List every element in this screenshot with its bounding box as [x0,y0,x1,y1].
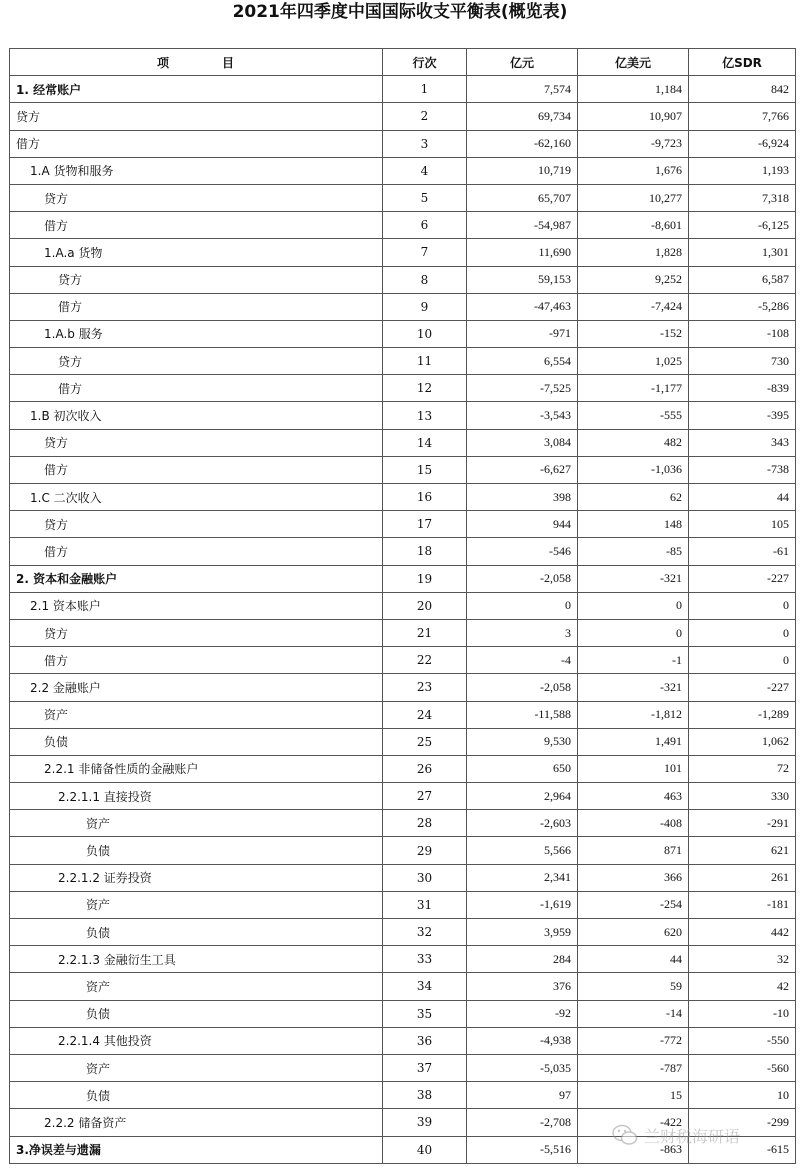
row-value-cny: 3,959 [467,919,578,946]
row-value-usd: 62 [578,484,689,511]
table-row [10,973,796,1000]
table-row [10,1000,796,1027]
row-label: 1.B 初次收入 [10,402,383,429]
row-value-cny: -5,035 [467,1054,578,1081]
row-label: 1.A 货物和服务 [10,157,383,184]
row-value-usd: -555 [578,402,689,429]
row-label: 1.A.b 服务 [10,320,383,347]
row-value-sdr: 442 [689,919,796,946]
row-line-number: 33 [383,946,467,973]
row-line-number: 15 [383,456,467,483]
row-value-sdr: -1,289 [689,701,796,728]
table-row [10,538,796,565]
row-label: 1. 经常账户 [10,76,383,103]
row-value-usd: -1,812 [578,701,689,728]
row-value-sdr: 0 [689,647,796,674]
row-value-sdr: 330 [689,783,796,810]
row-value-sdr: 42 [689,973,796,1000]
row-label: 2.2.1.2 证券投资 [10,864,383,891]
table-row [10,429,796,456]
row-value-cny: -47,463 [467,293,578,320]
row-value-sdr: 32 [689,946,796,973]
row-value-sdr: 72 [689,755,796,782]
table-row [10,402,796,429]
row-value-sdr: -6,924 [689,130,796,157]
balance-of-payments-table [9,48,796,1164]
row-value-sdr: 7,318 [689,184,796,211]
row-value-usd: -14 [578,1000,689,1027]
row-value-usd: -85 [578,538,689,565]
table-row [10,565,796,592]
row-value-sdr: -839 [689,375,796,402]
row-value-sdr: 343 [689,429,796,456]
row-value-cny: 7,574 [467,76,578,103]
row-value-sdr: -181 [689,891,796,918]
row-label: 2.2.1 非储备性质的金融账户 [10,755,383,782]
row-value-sdr: -61 [689,538,796,565]
row-value-usd: -1,177 [578,375,689,402]
row-line-number: 24 [383,701,467,728]
row-value-cny: 2,964 [467,783,578,810]
row-label: 2.2.2 储备资产 [10,1109,383,1136]
row-label: 2.1 资本账户 [10,592,383,619]
row-value-cny: -2,058 [467,565,578,592]
row-label: 贷方 [10,511,383,538]
row-value-sdr: -550 [689,1027,796,1054]
row-label: 借方 [10,293,383,320]
row-value-cny: -54,987 [467,212,578,239]
row-value-usd: -772 [578,1027,689,1054]
table-row [10,456,796,483]
table-row [10,864,796,891]
row-line-number: 6 [383,212,467,239]
row-line-number: 12 [383,375,467,402]
row-value-usd: -422 [578,1109,689,1136]
row-line-number: 18 [383,538,467,565]
row-value-usd: 15 [578,1082,689,1109]
row-value-cny: -2,058 [467,674,578,701]
row-label: 贷方 [10,266,383,293]
row-value-cny: -4 [467,647,578,674]
row-value-cny: -6,627 [467,456,578,483]
table-row [10,728,796,755]
row-value-usd: 44 [578,946,689,973]
row-value-cny: -3,543 [467,402,578,429]
table-row [10,320,796,347]
row-value-usd: 1,491 [578,728,689,755]
row-value-sdr: -108 [689,320,796,347]
row-value-sdr: -560 [689,1054,796,1081]
table-row [10,293,796,320]
row-line-number: 1 [383,76,467,103]
row-value-usd: 1,025 [578,348,689,375]
row-value-sdr: -395 [689,402,796,429]
row-value-sdr: -738 [689,456,796,483]
row-value-usd: -8,601 [578,212,689,239]
table-row [10,1027,796,1054]
row-label: 2.2.1.4 其他投资 [10,1027,383,1054]
table-row [10,891,796,918]
row-label: 资产 [10,891,383,918]
row-line-number: 17 [383,511,467,538]
column-header-item: 项 目 [10,49,383,76]
table-row [10,810,796,837]
column-header-usd: 亿美元 [578,49,689,76]
row-value-usd: 620 [578,919,689,946]
row-value-cny: 6,554 [467,348,578,375]
row-value-cny: 10,719 [467,157,578,184]
table-row [10,266,796,293]
row-value-usd: -254 [578,891,689,918]
row-line-number: 8 [383,266,467,293]
table-row [10,946,796,973]
table-row [10,348,796,375]
row-line-number: 2 [383,103,467,130]
row-value-cny: 69,734 [467,103,578,130]
row-value-cny: 5,566 [467,837,578,864]
row-value-sdr: 7,766 [689,103,796,130]
row-value-usd: 10,277 [578,184,689,211]
row-value-cny: -546 [467,538,578,565]
row-line-number: 20 [383,592,467,619]
table-row [10,103,796,130]
table-row [10,130,796,157]
row-value-usd: 101 [578,755,689,782]
table-row [10,76,796,103]
row-value-cny: 398 [467,484,578,511]
row-value-sdr: -227 [689,565,796,592]
row-line-number: 37 [383,1054,467,1081]
row-line-number: 30 [383,864,467,891]
row-line-number: 40 [383,1136,467,1163]
row-value-usd: 148 [578,511,689,538]
row-value-usd: -321 [578,565,689,592]
row-value-sdr: -227 [689,674,796,701]
column-header-cny: 亿元 [467,49,578,76]
table-row [10,1054,796,1081]
table-row [10,511,796,538]
row-line-number: 21 [383,619,467,646]
row-label: 负债 [10,728,383,755]
row-label: 资产 [10,1054,383,1081]
row-value-usd: 1,828 [578,239,689,266]
table-row [10,592,796,619]
row-value-cny: 284 [467,946,578,973]
row-value-cny: -7,525 [467,375,578,402]
row-label: 资产 [10,810,383,837]
row-label: 资产 [10,973,383,1000]
row-label: 贷方 [10,184,383,211]
row-value-sdr: 10 [689,1082,796,1109]
row-value-usd: 871 [578,837,689,864]
row-value-sdr: -291 [689,810,796,837]
row-value-sdr: 261 [689,864,796,891]
row-line-number: 19 [383,565,467,592]
row-line-number: 34 [383,973,467,1000]
row-line-number: 9 [383,293,467,320]
row-value-sdr: 1,193 [689,157,796,184]
table-row [10,837,796,864]
row-value-usd: -787 [578,1054,689,1081]
row-value-cny: 650 [467,755,578,782]
row-value-cny: 376 [467,973,578,1000]
table-row [10,1109,796,1136]
row-value-sdr: 105 [689,511,796,538]
row-value-cny: 9,530 [467,728,578,755]
row-label: 2.2 金融账户 [10,674,383,701]
row-label: 贷方 [10,103,383,130]
row-line-number: 38 [383,1082,467,1109]
row-line-number: 10 [383,320,467,347]
row-value-cny: 3 [467,619,578,646]
table-row [10,783,796,810]
row-line-number: 39 [383,1109,467,1136]
row-value-sdr: -5,286 [689,293,796,320]
table-row [10,674,796,701]
row-value-sdr: -299 [689,1109,796,1136]
row-line-number: 7 [383,239,467,266]
row-line-number: 28 [383,810,467,837]
row-value-usd: -152 [578,320,689,347]
row-value-usd: -321 [578,674,689,701]
row-label: 借方 [10,456,383,483]
page-title: 2021年四季度中国国际收支平衡表(概览表) [232,2,568,22]
row-label: 1.A.a 货物 [10,239,383,266]
row-value-usd: 1,184 [578,76,689,103]
row-label: 2.2.1.1 直接投资 [10,783,383,810]
row-value-usd: 482 [578,429,689,456]
row-line-number: 14 [383,429,467,456]
table-header-row [10,49,796,76]
row-value-usd: 463 [578,783,689,810]
row-line-number: 5 [383,184,467,211]
row-line-number: 27 [383,783,467,810]
row-value-sdr: 1,062 [689,728,796,755]
row-line-number: 13 [383,402,467,429]
table-row [10,619,796,646]
table-row [10,919,796,946]
row-value-cny: 65,707 [467,184,578,211]
table-row [10,375,796,402]
row-label: 3.净误差与遗漏 [10,1136,383,1163]
row-line-number: 35 [383,1000,467,1027]
row-label: 资产 [10,701,383,728]
row-value-sdr: 0 [689,592,796,619]
row-value-cny: 0 [467,592,578,619]
row-value-sdr: 0 [689,619,796,646]
row-value-cny: 59,153 [467,266,578,293]
row-value-cny: 3,084 [467,429,578,456]
row-value-sdr: 842 [689,76,796,103]
row-label: 负债 [10,1000,383,1027]
row-label: 2. 资本和金融账户 [10,565,383,592]
table-row [10,212,796,239]
table-row [10,701,796,728]
row-label: 贷方 [10,619,383,646]
table-row [10,647,796,674]
row-line-number: 32 [383,919,467,946]
table-row [10,755,796,782]
row-line-number: 36 [383,1027,467,1054]
row-line-number: 16 [383,484,467,511]
row-value-usd: 10,907 [578,103,689,130]
row-value-cny: -92 [467,1000,578,1027]
row-value-sdr: 6,587 [689,266,796,293]
row-line-number: 22 [383,647,467,674]
row-value-cny: -971 [467,320,578,347]
row-line-number: 25 [383,728,467,755]
row-value-cny: -5,516 [467,1136,578,1163]
row-line-number: 3 [383,130,467,157]
table-row [10,157,796,184]
row-value-cny: -2,708 [467,1109,578,1136]
row-value-cny: -4,938 [467,1027,578,1054]
row-label: 负债 [10,837,383,864]
row-line-number: 11 [383,348,467,375]
row-value-sdr: 44 [689,484,796,511]
row-value-sdr: -10 [689,1000,796,1027]
row-label: 负债 [10,1082,383,1109]
row-line-number: 23 [383,674,467,701]
table-row [10,239,796,266]
row-value-usd: 0 [578,619,689,646]
row-label: 负债 [10,919,383,946]
row-value-usd: 0 [578,592,689,619]
row-value-sdr: -6,125 [689,212,796,239]
row-value-usd: 59 [578,973,689,1000]
table-row [10,484,796,511]
row-line-number: 31 [383,891,467,918]
row-label: 贷方 [10,429,383,456]
row-value-sdr: 1,301 [689,239,796,266]
row-value-cny: 97 [467,1082,578,1109]
table-row [10,1082,796,1109]
row-label: 贷方 [10,348,383,375]
row-label: 借方 [10,212,383,239]
row-label: 借方 [10,538,383,565]
row-value-cny: 944 [467,511,578,538]
row-value-cny: 11,690 [467,239,578,266]
row-value-cny: 2,341 [467,864,578,891]
row-value-usd: -7,424 [578,293,689,320]
row-value-cny: -11,588 [467,701,578,728]
row-value-usd: -9,723 [578,130,689,157]
column-header-line: 行次 [383,49,467,76]
row-label: 1.C 二次收入 [10,484,383,511]
row-value-cny: -62,160 [467,130,578,157]
row-value-sdr: -615 [689,1136,796,1163]
table-row [10,184,796,211]
row-value-sdr: 730 [689,348,796,375]
row-value-usd: -863 [578,1136,689,1163]
row-value-cny: -2,603 [467,810,578,837]
row-value-usd: -408 [578,810,689,837]
row-label: 借方 [10,647,383,674]
row-value-cny: -1,619 [467,891,578,918]
row-value-usd: -1,036 [578,456,689,483]
row-label: 借方 [10,375,383,402]
row-value-usd: 1,676 [578,157,689,184]
row-value-sdr: 621 [689,837,796,864]
row-value-usd: -1 [578,647,689,674]
column-header-sdr: 亿SDR [689,49,796,76]
row-value-usd: 9,252 [578,266,689,293]
row-label: 2.2.1.3 金融衍生工具 [10,946,383,973]
row-line-number: 29 [383,837,467,864]
table-row [10,1136,796,1163]
row-label: 借方 [10,130,383,157]
row-line-number: 4 [383,157,467,184]
row-value-usd: 366 [578,864,689,891]
row-line-number: 26 [383,755,467,782]
watermark-text: 兰财税海研语 [644,1126,741,1146]
